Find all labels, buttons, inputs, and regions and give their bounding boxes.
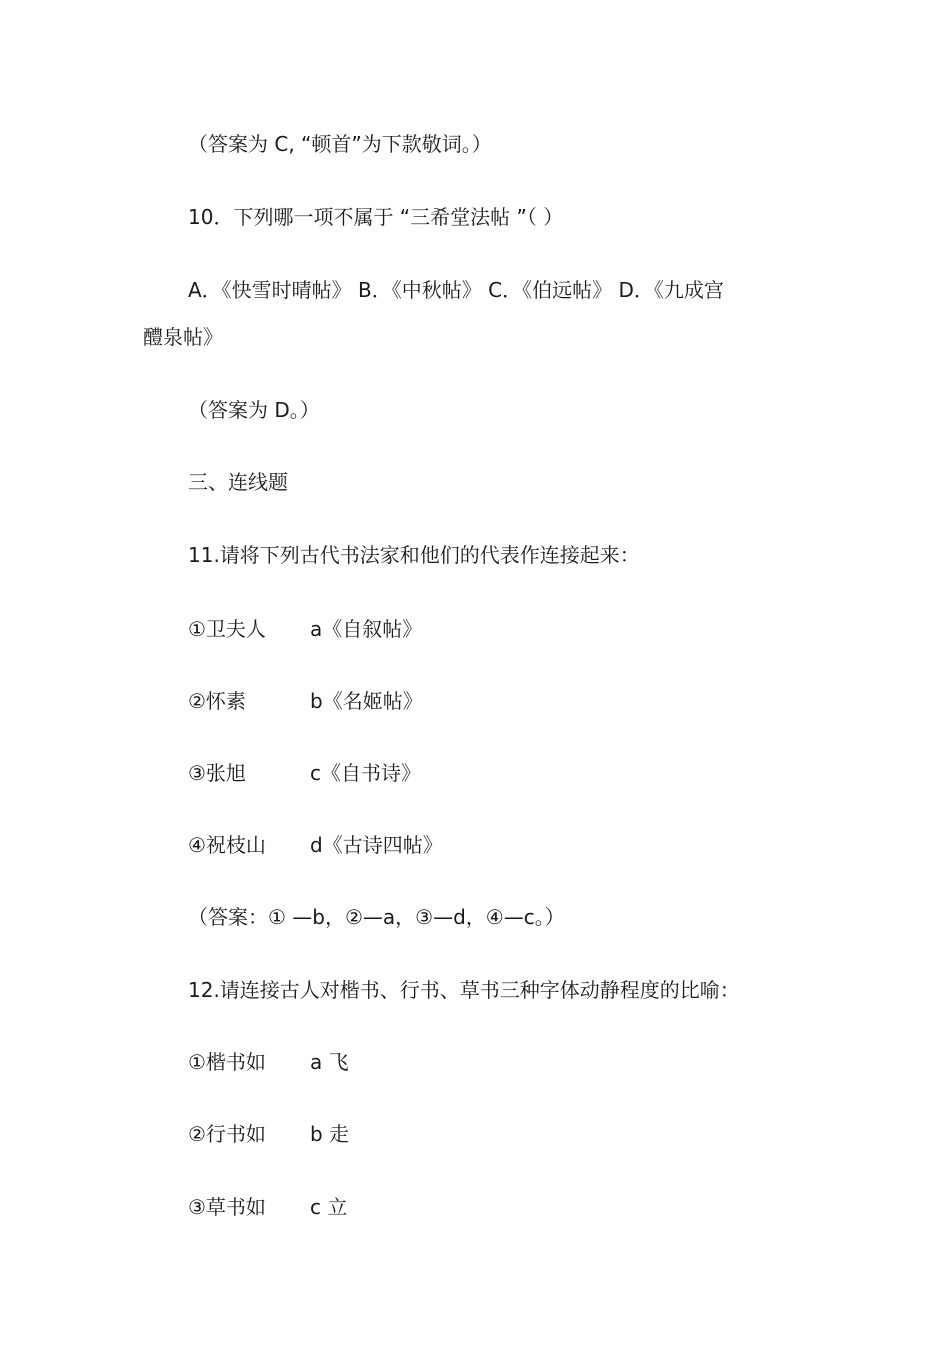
- question-10-options-line2: 醴泉帖》: [143, 325, 223, 349]
- q11-work: b《名姬帖》: [310, 689, 423, 713]
- q12-script-style: ①楷书如: [188, 1050, 266, 1074]
- q12-script-style: ③草书如: [188, 1195, 266, 1219]
- q12-script-style: ②行书如: [188, 1122, 266, 1146]
- answer-11-text: （答案：① —b，②—a，③—d，④—c。）: [188, 905, 565, 929]
- question-11-text: 11.请将下列古代书法家和他们的代表作连接起来：: [188, 543, 640, 567]
- q12-metaphor: c 立: [310, 1195, 348, 1219]
- q11-pair-row: [188, 617, 423, 641]
- section-3-heading: 三、连线题: [188, 470, 288, 494]
- q11-work: d《古诗四帖》: [310, 833, 443, 857]
- q11-calligrapher: ③张旭: [188, 761, 246, 785]
- answer-9-text: （答案为 C, “顿首”为下款敬词。）: [188, 132, 492, 156]
- q11-pair-row: [188, 833, 443, 857]
- question-10-options-line1: A．《快雪时晴帖》 B．《中秋帖》 C．《伯远帖》 D．《九成宫: [188, 278, 724, 302]
- q12-pair-row: [188, 1195, 348, 1219]
- q12-metaphor: a 飞: [310, 1050, 349, 1074]
- q11-pair-row: [188, 689, 423, 713]
- q11-calligrapher: ②怀素: [188, 689, 246, 713]
- q12-pair-row: [188, 1122, 350, 1146]
- q11-calligrapher: ①卫夫人: [188, 617, 266, 641]
- question-10-text: 10．下列哪一项不属于 “三希堂法帖 ”（ ）: [188, 205, 564, 229]
- question-12-text: 12.请连接古人对楷书、行书、草书三种字体动静程度的比喻：: [188, 978, 740, 1002]
- q11-calligrapher: ④祝枝山: [188, 833, 266, 857]
- q11-work: c《自书诗》: [310, 761, 421, 785]
- q11-work: a《自叙帖》: [310, 617, 423, 641]
- q12-pair-row: [188, 1050, 349, 1074]
- q12-metaphor: b 走: [310, 1122, 350, 1146]
- answer-10-text: （答案为 D。）: [188, 398, 320, 422]
- q11-pair-row: [188, 761, 421, 785]
